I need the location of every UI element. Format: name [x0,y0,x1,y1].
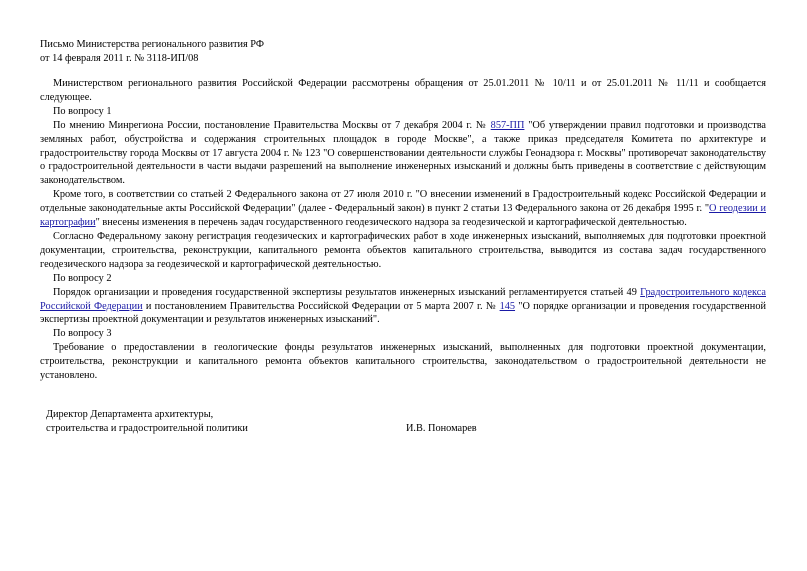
text-segment: Порядок организации и проведения государственной экспертизы результатов инженерных изысканий регламентируется статьей 49 [53,286,641,298]
document-date-number: от 14 февраля 2011 г. № 3118-ИП/08 [40,52,199,64]
question-3-paragraph-1: Требование о предоставлении в геологические фонды результатов инженерных изысканий, выполненных для подготовки проектной документации, строительства, реконструкции и капитального ремонта объектов капитального строительства, законодательством о градостроительной деятельности не установлено. [40,342,766,382]
text-segment: "Об утверждении правил подготовки и производства земляных работ, обустройства и содержания строительных площадок в городе Москве", а также приказ председателя Комитета по архитектуре и градостроительству города Москвы от 17 августа 2004 г. № 123 "О совершенствовании деятельности службы Геонадзора г. Москвы" противоречат законодательству о градостроительной деятельности в части выдачи разрешений на выполнение инженерных изысканий и должны быть приведены в соответствие с действующим законодательством. [40,119,766,187]
intro-paragraph: Министерством регионального развития Российской Федерации рассмотрены обращения от 25.01.2011 № 10/11 и от 25.01.2011 № 11/11 и сообщается следующее. [40,78,766,103]
text-segment: "О порядке организации и проведения государственной экспертизы проектной документации и результатов инженерных изысканий". [40,300,766,326]
link-geodesy-law[interactable]: О геодезии и картографии [40,203,766,229]
signature-line-2 [46,422,516,436]
document-title: Письмо Министерства регионального развития РФ [40,39,264,50]
question-2-heading: По вопросу 2 [53,272,112,284]
document-body [40,77,766,383]
text-segment: " внесены изменения в перечень задач государственного геодезического надзора за геодезической и картографической деятельностью. [95,217,687,229]
link-urban-planning-code[interactable]: Градостроительного кодекса Российской Федерации [40,286,766,312]
document-header [40,38,440,66]
signature-position-line-1: Директор Департамента архитектуры, [46,409,214,420]
text-segment: и постановлением Правительства Российской Федерации от 5 марта 2007 г. № [142,300,500,312]
question-1-paragraph-3: Согласно Федеральному закону регистрация геодезических и картографических работ в ходе инженерных изысканий, выполняемых для подготовки проектной документации, строительства, реконструкции, капитального ремонта объектов капитального строительства, выводится из состава задач государственного геодезического надзора за геодезической и картографической деятельностью. [40,230,766,270]
link-857-pp[interactable]: 857-ПП [490,119,525,131]
question-1-paragraph-1 [40,119,766,189]
question-1-paragraph-2 [40,188,766,230]
signatory-name: И.В. Пономарев [406,422,477,434]
question-1-heading: По вопросу 1 [53,105,112,117]
text-segment: Кроме того, в соответствии со статьей 2 Федерального закона от 27 июля 2010 г. "О внесении изменений в Градостроительный кодекс Российской Федерации и отдельные законодательные акты Российской Федерации" (далее - Федеральный закон) в пункт 2 статьи 13 Федерального закона от 26 декабря 1995 г. " [40,189,766,215]
question-3-heading: По вопросу 3 [53,328,112,340]
signature-position-line-2: строительства и градостроительной политики [46,422,248,434]
question-2-paragraph-1 [40,286,766,328]
text-segment: По мнению Минрегиона России, постановление Правительства Москвы от 7 декабря 2004 г. № [53,119,491,131]
signature-block [46,408,516,436]
link-145[interactable]: 145 [499,300,516,312]
